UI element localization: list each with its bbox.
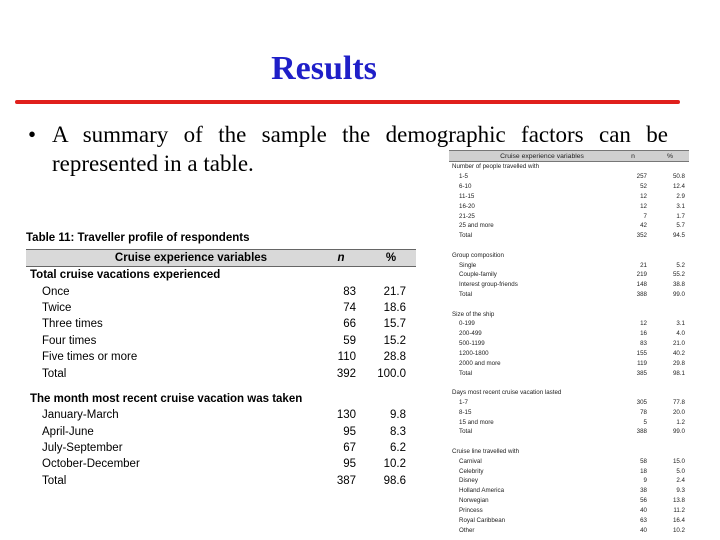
table-row bbox=[449, 172, 689, 182]
section-gap bbox=[449, 241, 689, 251]
row-n: 130 bbox=[336, 409, 356, 422]
table-row bbox=[449, 270, 689, 280]
row-percent: 9.8 bbox=[390, 409, 406, 422]
row-label: Disney bbox=[459, 477, 478, 485]
section-title: Days most recent cruise vacation lasted bbox=[452, 389, 562, 397]
row-n: 155 bbox=[636, 349, 647, 357]
section-title: The month most recent cruise vacation was taken bbox=[30, 392, 303, 405]
row-n: 56 bbox=[640, 497, 647, 505]
row-label: Interest group-friends bbox=[459, 281, 518, 289]
row-n: 305 bbox=[636, 398, 647, 406]
row-label: October-December bbox=[42, 458, 140, 471]
row-percent: 100.0 bbox=[377, 367, 406, 380]
section-gap bbox=[449, 300, 689, 310]
row-label: 1200-1800 bbox=[459, 349, 489, 357]
row-percent: 8.3 bbox=[390, 425, 406, 438]
row-percent: 3.1 bbox=[676, 320, 685, 328]
table-row bbox=[449, 476, 689, 486]
table-row bbox=[449, 417, 689, 427]
row-n: 110 bbox=[337, 351, 356, 364]
row-label: April-June bbox=[42, 425, 94, 438]
row-n: 59 bbox=[343, 334, 356, 347]
table-row bbox=[449, 368, 689, 378]
row-label: Total bbox=[42, 367, 67, 380]
row-n: 12 bbox=[640, 192, 647, 200]
row-percent: 1.2 bbox=[676, 418, 685, 426]
row-percent: 13.8 bbox=[672, 497, 685, 505]
table-row bbox=[26, 456, 416, 472]
row-percent: 16.4 bbox=[672, 516, 685, 524]
row-label: 15 and more bbox=[459, 418, 494, 426]
row-percent: 28.8 bbox=[383, 351, 406, 364]
section-gap bbox=[449, 437, 689, 447]
row-percent: 15.2 bbox=[383, 334, 406, 347]
row-n: 42 bbox=[640, 222, 647, 230]
row-n: 148 bbox=[636, 281, 647, 289]
title-underline bbox=[15, 100, 680, 104]
traveller-profile-table bbox=[26, 232, 416, 489]
table-row bbox=[449, 486, 689, 496]
row-label: Princess bbox=[459, 506, 483, 514]
row-n: 387 bbox=[336, 474, 356, 487]
row-n: 9 bbox=[643, 477, 647, 485]
row-n: 52 bbox=[640, 183, 647, 191]
row-percent: 15.0 bbox=[672, 457, 685, 465]
row-percent: 3.1 bbox=[676, 202, 685, 210]
row-percent: 40.2 bbox=[672, 349, 685, 357]
table-row bbox=[449, 398, 689, 408]
row-label: Couple-family bbox=[459, 271, 497, 279]
row-n: 16 bbox=[640, 330, 647, 338]
row-percent: 98.6 bbox=[383, 474, 406, 487]
row-label: Single bbox=[459, 261, 477, 269]
section-title-row bbox=[449, 446, 689, 456]
row-n: 95 bbox=[343, 425, 356, 438]
table-row bbox=[26, 333, 416, 349]
row-n: 74 bbox=[343, 301, 356, 314]
section-title: Group composition bbox=[452, 251, 504, 259]
row-n: 388 bbox=[636, 428, 647, 436]
table-row bbox=[26, 349, 416, 365]
row-percent: 12.4 bbox=[672, 183, 685, 191]
section-title-row bbox=[26, 267, 416, 283]
header-variable: Cruise experience variables bbox=[114, 252, 268, 264]
row-percent: 38.8 bbox=[672, 281, 685, 289]
row-percent: 18.6 bbox=[383, 301, 406, 314]
section-gap bbox=[449, 378, 689, 388]
row-n: 40 bbox=[640, 526, 647, 534]
row-n: 83 bbox=[343, 285, 356, 298]
row-label: Other bbox=[459, 526, 475, 534]
section-title-row bbox=[26, 391, 416, 407]
header-n: n bbox=[631, 152, 635, 160]
section-title: Total cruise vacations experienced bbox=[30, 269, 221, 282]
row-label: Total bbox=[459, 369, 473, 377]
section-title-row bbox=[449, 309, 689, 319]
row-label: Carnival bbox=[459, 457, 482, 465]
row-n: 119 bbox=[637, 359, 647, 367]
row-percent: 21.0 bbox=[672, 340, 685, 348]
table-row bbox=[449, 280, 689, 290]
row-label: Total bbox=[459, 428, 473, 436]
row-label: Total bbox=[459, 291, 473, 299]
row-percent: 29.8 bbox=[672, 359, 685, 367]
table-row bbox=[449, 506, 689, 516]
row-n: 83 bbox=[640, 340, 647, 348]
table-row bbox=[449, 349, 689, 359]
row-n: 40 bbox=[640, 506, 647, 514]
row-n: 63 bbox=[640, 516, 647, 524]
section-title: Number of people travelled with bbox=[452, 163, 540, 171]
table-row bbox=[449, 231, 689, 241]
row-label: 11-15 bbox=[459, 192, 475, 200]
row-percent: 4.0 bbox=[676, 330, 685, 338]
row-percent: 15.7 bbox=[383, 318, 406, 331]
table-row bbox=[449, 407, 689, 417]
row-n: 66 bbox=[343, 318, 356, 331]
row-label: 6-10 bbox=[459, 183, 472, 191]
header-percent: % bbox=[385, 252, 397, 264]
row-percent: 9.3 bbox=[676, 487, 685, 495]
table-row bbox=[449, 221, 689, 231]
row-percent: 10.2 bbox=[383, 458, 406, 471]
table-body bbox=[449, 162, 689, 535]
row-percent: 99.0 bbox=[672, 428, 685, 436]
row-percent: 94.5 bbox=[672, 232, 685, 240]
row-label: 1-7 bbox=[459, 398, 468, 406]
row-percent: 5.0 bbox=[676, 467, 685, 475]
table-row bbox=[26, 300, 416, 316]
row-n: 257 bbox=[636, 173, 647, 181]
table-row bbox=[26, 407, 416, 423]
table-row bbox=[26, 424, 416, 440]
row-n: 219 bbox=[636, 271, 647, 279]
row-label: 2000 and more bbox=[459, 359, 501, 367]
table-row bbox=[449, 358, 689, 368]
table-row bbox=[449, 182, 689, 192]
bullet-text: A summary of the sample the demographic factors can be represented in a table. bbox=[52, 122, 668, 176]
row-percent: 6.2 bbox=[390, 442, 406, 455]
row-label: Holland America bbox=[459, 487, 505, 495]
row-label: 500-1199 bbox=[459, 340, 485, 348]
row-n: 78 bbox=[640, 408, 647, 416]
row-percent: 98.1 bbox=[672, 369, 685, 377]
row-label: 200-499 bbox=[459, 330, 482, 338]
row-n: 12 bbox=[640, 320, 647, 328]
header-n: n bbox=[337, 252, 345, 264]
row-label: 16-20 bbox=[459, 202, 475, 210]
row-percent: 21.7 bbox=[383, 285, 406, 298]
header-percent: % bbox=[666, 152, 674, 160]
row-label: Four times bbox=[42, 334, 97, 347]
row-label: 0-199 bbox=[459, 320, 475, 328]
row-n: 12 bbox=[640, 202, 647, 210]
row-percent: 2.9 bbox=[676, 192, 685, 200]
row-n: 385 bbox=[636, 369, 647, 377]
row-n: 7 bbox=[643, 212, 647, 220]
row-label: Twice bbox=[42, 301, 72, 314]
table-header bbox=[449, 150, 689, 162]
bullet-icon: • bbox=[28, 122, 37, 147]
row-label: Once bbox=[42, 285, 70, 298]
row-label: Royal Caribbean bbox=[459, 516, 506, 524]
row-label: Three times bbox=[42, 318, 103, 331]
row-n: 67 bbox=[343, 442, 356, 455]
row-percent: 5.7 bbox=[676, 222, 685, 230]
row-n: 18 bbox=[640, 467, 647, 475]
table-row bbox=[26, 473, 416, 489]
table-row bbox=[449, 319, 689, 329]
header-variable: Cruise experience variables bbox=[500, 152, 584, 160]
table-row bbox=[449, 339, 689, 349]
row-label: 8-15 bbox=[459, 408, 472, 416]
table-body bbox=[26, 267, 416, 489]
row-label: Total bbox=[459, 232, 473, 240]
row-n: 95 bbox=[343, 458, 356, 471]
row-percent: 50.8 bbox=[672, 173, 685, 181]
table-row bbox=[449, 192, 689, 202]
row-percent: 5.2 bbox=[676, 261, 685, 269]
table-row bbox=[449, 260, 689, 270]
row-label: Celebrity bbox=[459, 467, 484, 475]
row-label: Total bbox=[42, 474, 67, 487]
table-caption: Table 11: Traveller profile of respondents bbox=[26, 232, 250, 244]
table-row bbox=[26, 440, 416, 456]
section-gap bbox=[26, 382, 416, 391]
row-percent: 10.2 bbox=[672, 526, 685, 534]
table-row bbox=[26, 283, 416, 299]
section-title-row bbox=[449, 250, 689, 260]
table-row bbox=[449, 496, 689, 506]
row-n: 38 bbox=[640, 487, 647, 495]
slide-title: Results bbox=[271, 50, 377, 87]
row-label: July-September bbox=[42, 442, 123, 455]
table-row bbox=[26, 316, 416, 332]
table-row bbox=[26, 365, 416, 381]
table-row bbox=[449, 525, 689, 535]
table-row bbox=[449, 290, 689, 300]
row-percent: 77.8 bbox=[672, 398, 685, 406]
row-n: 5 bbox=[643, 418, 647, 426]
row-n: 21 bbox=[640, 261, 647, 269]
table-header bbox=[26, 249, 416, 267]
row-percent: 2.4 bbox=[676, 477, 685, 485]
row-n: 388 bbox=[636, 291, 647, 299]
section-title-row bbox=[449, 388, 689, 398]
row-percent: 20.0 bbox=[672, 408, 685, 416]
table-row bbox=[449, 427, 689, 437]
row-label: Five times or more bbox=[42, 351, 138, 364]
row-label: 1-5 bbox=[459, 173, 468, 181]
section-title: Cruise line travelled with bbox=[452, 447, 520, 455]
row-percent: 1.7 bbox=[676, 212, 685, 220]
section-title: Size of the ship bbox=[452, 310, 495, 318]
table-row bbox=[449, 456, 689, 466]
row-n: 352 bbox=[636, 232, 647, 240]
table-row bbox=[449, 515, 689, 525]
row-label: Norwegian bbox=[459, 497, 489, 505]
row-n: 392 bbox=[336, 367, 356, 380]
cruise-experience-table bbox=[449, 150, 689, 535]
row-label: 21-25 bbox=[459, 212, 475, 220]
row-label: 25 and more bbox=[459, 222, 494, 230]
row-percent: 55.2 bbox=[672, 271, 685, 279]
table-row bbox=[449, 466, 689, 476]
row-percent: 11.2 bbox=[673, 506, 685, 514]
table-row bbox=[449, 329, 689, 339]
table-row bbox=[449, 201, 689, 211]
table-row bbox=[449, 211, 689, 221]
section-title-row bbox=[449, 162, 689, 172]
row-n: 58 bbox=[640, 457, 647, 465]
row-percent: 99.0 bbox=[672, 291, 685, 299]
row-label: January-March bbox=[42, 409, 119, 422]
